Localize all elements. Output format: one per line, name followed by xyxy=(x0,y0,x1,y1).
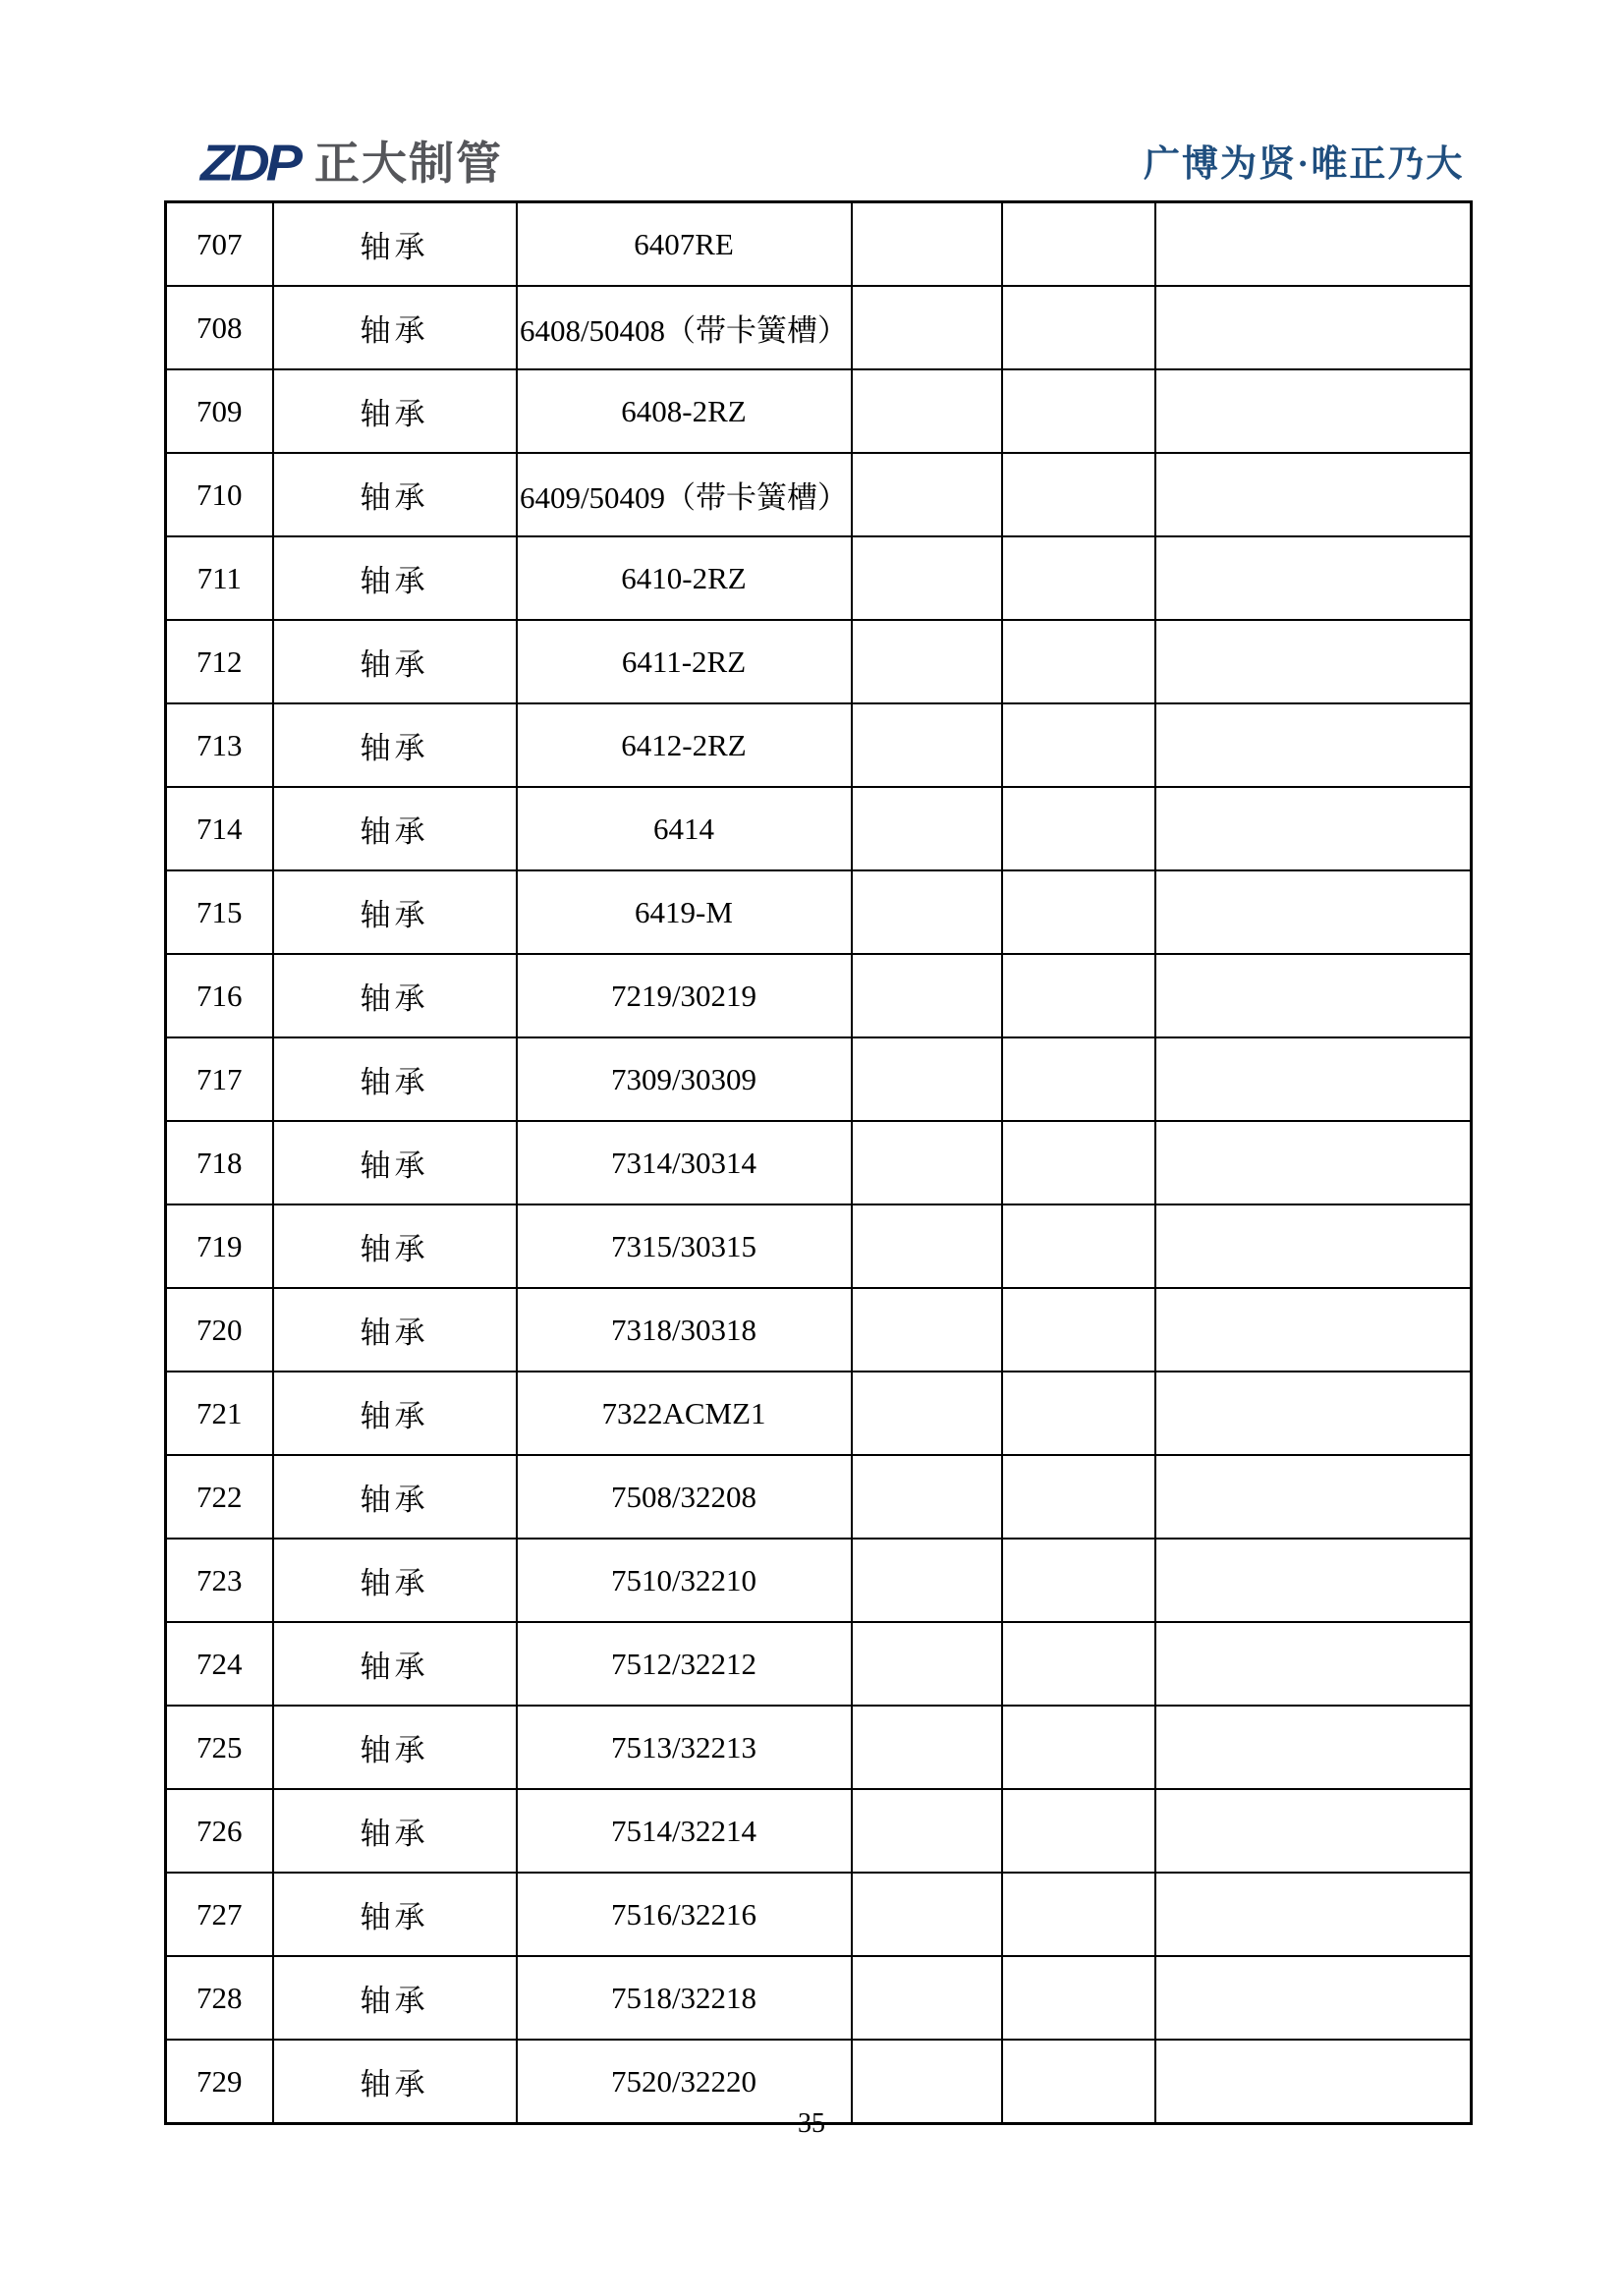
logo-company-name: 正大制管 xyxy=(314,138,503,189)
category-cell: 轴承 xyxy=(273,453,517,536)
empty-cell xyxy=(1002,1956,1155,2040)
empty-cell xyxy=(852,1622,1002,1706)
empty-cell xyxy=(1155,1372,1472,1455)
category-cell: 轴承 xyxy=(273,1455,517,1539)
table-row xyxy=(166,286,1472,369)
category-cell: 轴承 xyxy=(273,1622,517,1706)
table-row xyxy=(166,954,1472,1037)
empty-cell xyxy=(1002,1037,1155,1121)
empty-cell xyxy=(1155,1956,1472,2040)
empty-cell xyxy=(852,620,1002,703)
table-row xyxy=(166,1956,1472,2040)
model-cell: 6410-2RZ xyxy=(517,536,852,620)
row-number-cell: 710 xyxy=(166,453,273,536)
row-number-cell: 726 xyxy=(166,1789,273,1873)
table-row xyxy=(166,1539,1472,1622)
model-cell: 7512/32212 xyxy=(517,1622,852,1706)
table-row xyxy=(166,1288,1472,1372)
page-number: 35 xyxy=(798,2108,825,2139)
empty-cell xyxy=(1155,1539,1472,1622)
category-cell: 轴承 xyxy=(273,369,517,453)
parts-table-body xyxy=(166,202,1472,2124)
empty-cell xyxy=(852,1706,1002,1789)
empty-cell xyxy=(1155,620,1472,703)
row-number-cell: 713 xyxy=(166,703,273,787)
table-row xyxy=(166,620,1472,703)
row-number-cell: 714 xyxy=(166,787,273,870)
model-cell: 6419-M xyxy=(517,870,852,954)
empty-cell xyxy=(1002,202,1155,287)
empty-cell xyxy=(1002,954,1155,1037)
category-cell: 轴承 xyxy=(273,1706,517,1789)
model-cell: 7520/32220 xyxy=(517,2040,852,2124)
empty-cell xyxy=(1155,1706,1472,1789)
row-number-cell: 717 xyxy=(166,1037,273,1121)
model-cell: 6411-2RZ xyxy=(517,620,852,703)
empty-cell xyxy=(1002,1288,1155,1372)
empty-cell xyxy=(852,954,1002,1037)
empty-cell xyxy=(1155,1455,1472,1539)
category-cell: 轴承 xyxy=(273,286,517,369)
empty-cell xyxy=(852,1037,1002,1121)
model-cell: 6414 xyxy=(517,787,852,870)
row-number-cell: 720 xyxy=(166,1288,273,1372)
category-cell: 轴承 xyxy=(273,202,517,287)
model-cell: 7322ACMZ1 xyxy=(517,1372,852,1455)
empty-cell xyxy=(852,202,1002,287)
table-row xyxy=(166,1037,1472,1121)
company-logo xyxy=(200,136,503,191)
category-cell: 轴承 xyxy=(273,1121,517,1204)
empty-cell xyxy=(1002,369,1155,453)
category-cell: 轴承 xyxy=(273,787,517,870)
model-cell: 7314/30314 xyxy=(517,1121,852,1204)
model-cell: 7516/32216 xyxy=(517,1873,852,1956)
model-cell: 6412-2RZ xyxy=(517,703,852,787)
row-number-cell: 723 xyxy=(166,1539,273,1622)
table-row xyxy=(166,703,1472,787)
category-cell: 轴承 xyxy=(273,954,517,1037)
empty-cell xyxy=(852,1956,1002,2040)
row-number-cell: 715 xyxy=(166,870,273,954)
empty-cell xyxy=(1002,870,1155,954)
table-row xyxy=(166,1873,1472,1956)
table-row xyxy=(166,1204,1472,1288)
table-row xyxy=(166,369,1472,453)
empty-cell xyxy=(852,536,1002,620)
empty-cell xyxy=(1002,536,1155,620)
empty-cell xyxy=(1155,202,1472,287)
empty-cell xyxy=(1155,536,1472,620)
model-cell: 6408-2RZ xyxy=(517,369,852,453)
model-cell: 7518/32218 xyxy=(517,1956,852,2040)
empty-cell xyxy=(1002,787,1155,870)
row-number-cell: 707 xyxy=(166,202,273,287)
company-slogan: 广博为贤·唯正乃大 xyxy=(1144,144,1465,185)
empty-cell xyxy=(1155,1037,1472,1121)
empty-cell xyxy=(1155,1121,1472,1204)
category-cell: 轴承 xyxy=(273,1789,517,1873)
empty-cell xyxy=(1155,1789,1472,1873)
category-cell: 轴承 xyxy=(273,1037,517,1121)
empty-cell xyxy=(1002,1873,1155,1956)
category-cell: 轴承 xyxy=(273,1288,517,1372)
empty-cell xyxy=(852,870,1002,954)
table-row xyxy=(166,870,1472,954)
model-cell: 7309/30309 xyxy=(517,1037,852,1121)
table-row xyxy=(166,1706,1472,1789)
empty-cell xyxy=(1002,1622,1155,1706)
empty-cell xyxy=(1155,870,1472,954)
empty-cell xyxy=(1155,453,1472,536)
row-number-cell: 728 xyxy=(166,1956,273,2040)
category-cell: 轴承 xyxy=(273,1204,517,1288)
empty-cell xyxy=(1155,1873,1472,1956)
row-number-cell: 709 xyxy=(166,369,273,453)
category-cell: 轴承 xyxy=(273,703,517,787)
model-cell: 6409/50409（带卡簧槽） xyxy=(517,453,852,536)
empty-cell xyxy=(1002,1539,1155,1622)
table-row xyxy=(166,453,1472,536)
row-number-cell: 716 xyxy=(166,954,273,1037)
empty-cell xyxy=(852,1121,1002,1204)
logo-zdp-text: ZDP xyxy=(200,134,299,192)
empty-cell xyxy=(1155,703,1472,787)
empty-cell xyxy=(852,787,1002,870)
empty-cell xyxy=(852,1204,1002,1288)
empty-cell xyxy=(852,1455,1002,1539)
empty-cell xyxy=(1002,703,1155,787)
category-cell: 轴承 xyxy=(273,870,517,954)
empty-cell xyxy=(852,703,1002,787)
table-row xyxy=(166,1789,1472,1873)
empty-cell xyxy=(852,369,1002,453)
empty-cell xyxy=(1155,369,1472,453)
model-cell: 7315/30315 xyxy=(517,1204,852,1288)
empty-cell xyxy=(852,1873,1002,1956)
empty-cell xyxy=(1002,620,1155,703)
empty-cell xyxy=(1155,1288,1472,1372)
table-row xyxy=(166,1121,1472,1204)
empty-cell xyxy=(1002,1789,1155,1873)
empty-cell xyxy=(852,1372,1002,1455)
empty-cell xyxy=(1155,1622,1472,1706)
row-number-cell: 708 xyxy=(166,286,273,369)
empty-cell xyxy=(1002,1706,1155,1789)
empty-cell xyxy=(852,286,1002,369)
model-cell: 7513/32213 xyxy=(517,1706,852,1789)
model-cell: 7514/32214 xyxy=(517,1789,852,1873)
row-number-cell: 725 xyxy=(166,1706,273,1789)
table-row xyxy=(166,1622,1472,1706)
empty-cell xyxy=(1002,1121,1155,1204)
row-number-cell: 724 xyxy=(166,1622,273,1706)
row-number-cell: 727 xyxy=(166,1873,273,1956)
empty-cell xyxy=(1155,286,1472,369)
table-row xyxy=(166,202,1472,287)
empty-cell xyxy=(852,1539,1002,1622)
model-cell: 6408/50408（带卡簧槽） xyxy=(517,286,852,369)
category-cell: 轴承 xyxy=(273,1372,517,1455)
row-number-cell: 718 xyxy=(166,1121,273,1204)
model-cell: 6407RE xyxy=(517,202,852,287)
empty-cell xyxy=(1002,1204,1155,1288)
empty-cell xyxy=(1002,453,1155,536)
parts-table xyxy=(164,200,1473,2125)
empty-cell xyxy=(1155,954,1472,1037)
category-cell: 轴承 xyxy=(273,536,517,620)
row-number-cell: 721 xyxy=(166,1372,273,1455)
table-row xyxy=(166,1372,1472,1455)
row-number-cell: 712 xyxy=(166,620,273,703)
row-number-cell: 729 xyxy=(166,2040,273,2124)
category-cell: 轴承 xyxy=(273,2040,517,2124)
row-number-cell: 719 xyxy=(166,1204,273,1288)
empty-cell xyxy=(852,1789,1002,1873)
empty-cell xyxy=(1002,286,1155,369)
model-cell: 7318/30318 xyxy=(517,1288,852,1372)
empty-cell xyxy=(852,453,1002,536)
table-row xyxy=(166,536,1472,620)
empty-cell xyxy=(1155,1204,1472,1288)
category-cell: 轴承 xyxy=(273,620,517,703)
table-row xyxy=(166,1455,1472,1539)
row-number-cell: 722 xyxy=(166,1455,273,1539)
category-cell: 轴承 xyxy=(273,1873,517,1956)
empty-cell xyxy=(1002,1372,1155,1455)
table-row xyxy=(166,787,1472,870)
empty-cell xyxy=(1155,787,1472,870)
empty-cell xyxy=(852,1288,1002,1372)
category-cell: 轴承 xyxy=(273,1539,517,1622)
model-cell: 7510/32210 xyxy=(517,1539,852,1622)
empty-cell xyxy=(1002,1455,1155,1539)
category-cell: 轴承 xyxy=(273,1956,517,2040)
row-number-cell: 711 xyxy=(166,536,273,620)
model-cell: 7219/30219 xyxy=(517,954,852,1037)
model-cell: 7508/32208 xyxy=(517,1455,852,1539)
